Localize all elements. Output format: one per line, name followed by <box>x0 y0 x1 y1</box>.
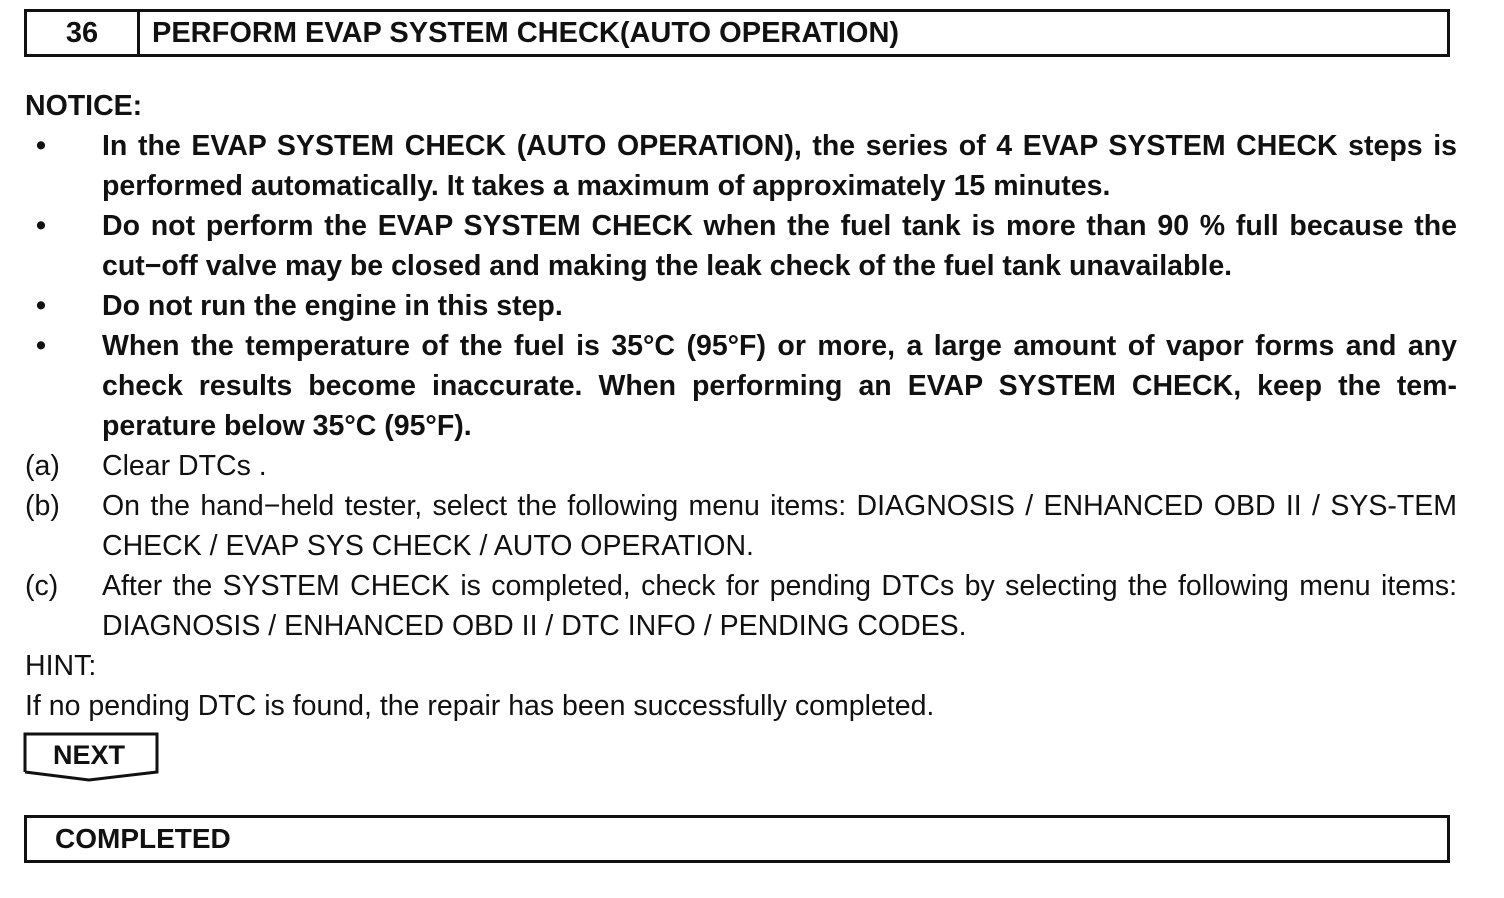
procedure-step <box>25 566 1457 646</box>
hint-label: HINT: <box>25 650 97 682</box>
completed-label: COMPLETED <box>55 823 231 854</box>
procedure-step <box>25 446 1457 486</box>
step-text: Clear DTCs . <box>102 450 267 482</box>
notice-item <box>25 126 1457 206</box>
next-button-label: NEXT <box>52 740 125 770</box>
procedure-content <box>25 86 1457 726</box>
step-text: After the SYSTEM CHECK is completed, check for pending DTCs by selecting the following menu items: DIAGNOSIS / ENHANCED OBD II / DTC INFO / PENDING CODES. <box>102 570 1457 642</box>
step-marker: (c) <box>25 570 59 602</box>
completed-box <box>24 815 1450 863</box>
notice-item-text: Do not perform the EVAP SYSTEM CHECK when the fuel tank is more than 90 % full because the cut−off valve may be closed and making the leak check of the fuel tank unavailable. <box>102 210 1457 282</box>
notice-item-text: In the EVAP SYSTEM CHECK (AUTO OPERATION), the series of 4 EVAP SYSTEM CHECK steps is performed automatically. It takes a maximum of approximately 15 minutes. <box>102 130 1457 202</box>
step-marker: (a) <box>25 450 60 482</box>
step-marker: (b) <box>25 490 60 522</box>
notice-item <box>25 326 1457 446</box>
bullet-icon: • <box>36 210 46 242</box>
procedure-step <box>25 486 1457 566</box>
notice-item <box>25 206 1457 286</box>
notice-item-text: When the temperature of the fuel is 35°C (95°F) or more, a large amount of vapor forms and any check results become inaccurate. When performing an EVAP SYSTEM CHECK, keep the tem-perature below 35°C (95°F). <box>102 330 1457 442</box>
bullet-icon: • <box>36 330 46 362</box>
notice-label: NOTICE: <box>25 90 143 122</box>
step-text: On the hand−held tester, select the following menu items: DIAGNOSIS / ENHANCED OBD II / SYS-TEM CHECK / EVAP SYS CHECK / AUTO OPERATION. <box>102 490 1457 562</box>
step-header <box>24 9 1450 57</box>
step-title: PERFORM EVAP SYSTEM CHECK(AUTO OPERATION) <box>152 16 900 49</box>
bullet-icon: • <box>36 290 46 322</box>
step-number: 36 <box>27 12 140 54</box>
notice-item <box>25 286 1457 326</box>
hint-text: If no pending DTC is found, the repair has been successfully completed. <box>25 690 935 722</box>
next-button[interactable] <box>23 732 161 784</box>
notice-item-text: Do not run the engine in this step. <box>102 290 563 322</box>
bullet-icon: • <box>36 130 46 162</box>
